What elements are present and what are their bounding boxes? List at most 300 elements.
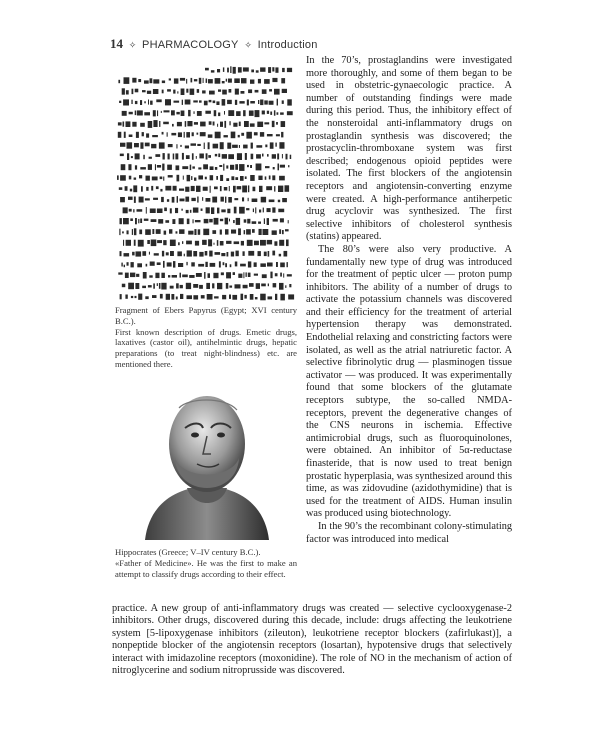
papyrus-glyph <box>211 70 215 72</box>
papyrus-glyph <box>227 252 229 257</box>
papyrus-glyph <box>238 67 242 72</box>
papyrus-glyph <box>220 142 224 149</box>
papyrus-glyph <box>205 111 211 114</box>
papyrus-glyph <box>270 272 272 279</box>
papyrus-glyph <box>186 262 187 265</box>
papyrus-glyph <box>168 175 173 177</box>
papyrus-glyph <box>223 262 225 265</box>
papyrus-glyph <box>218 113 220 117</box>
papyrus-glyph <box>264 122 269 124</box>
papyrus-glyph <box>264 79 270 84</box>
papyrus-glyph <box>141 186 143 192</box>
papyrus-glyph <box>157 110 158 116</box>
papyrus-glyph <box>140 100 142 105</box>
papyrus-glyph <box>129 135 133 138</box>
papyrus-glyph <box>227 143 231 149</box>
papyrus-glyph <box>250 175 255 181</box>
papyrus-glyph <box>153 198 158 200</box>
papyrus-glyph <box>222 81 225 83</box>
papyrus-glyph <box>209 100 212 102</box>
papyrus-glyph <box>208 142 210 149</box>
papyrus-glyph <box>242 197 244 201</box>
papyrus-glyph <box>226 241 231 244</box>
papyrus-glyph <box>275 273 278 276</box>
papyrus-glyph <box>142 251 146 256</box>
papyrus-glyph <box>274 186 275 192</box>
papyrus-glyph <box>181 89 185 96</box>
papyrus-glyph <box>117 175 119 180</box>
papyrus-glyph <box>277 112 279 115</box>
separator-icon: ✧ <box>244 40 252 50</box>
papyrus-glyph <box>163 153 165 159</box>
papyrus-glyph <box>140 142 143 148</box>
papyrus-glyph <box>254 274 258 276</box>
papyrus-glyph <box>177 175 180 182</box>
papyrus-glyph <box>205 251 208 256</box>
papyrus-glyph <box>279 283 284 290</box>
papyrus-glyph <box>220 186 222 191</box>
papyrus-glyph <box>221 197 224 202</box>
papyrus-glyph <box>238 135 240 138</box>
papyrus-glyph <box>209 219 213 223</box>
papyrus-glyph <box>265 166 270 168</box>
papyrus-glyph <box>146 176 150 181</box>
papyrus-glyph <box>282 100 284 104</box>
papyrus-glyph <box>208 239 212 246</box>
papyrus-glyph <box>220 230 222 235</box>
page-number: 14 <box>110 36 123 51</box>
papyrus-glyph <box>162 81 165 84</box>
papyrus-glyph <box>254 241 259 246</box>
papyrus-glyph <box>185 100 191 105</box>
papyrus-glyph <box>168 154 170 160</box>
papyrus-glyph <box>188 231 193 235</box>
papyrus-glyph <box>241 133 244 136</box>
papyrus-glyph <box>144 80 149 83</box>
papyrus-glyph <box>199 154 204 159</box>
ebers-papyrus-image <box>115 57 298 303</box>
papyrus-glyph <box>123 99 129 105</box>
papyrus-glyph <box>279 240 284 246</box>
papyrus-glyph <box>230 66 231 73</box>
papyrus-glyph <box>118 122 122 125</box>
papyrus-glyph <box>224 187 228 191</box>
papyrus-glyph <box>270 112 272 115</box>
papyrus-glyph <box>161 283 166 290</box>
papyrus-glyph <box>167 199 169 202</box>
papyrus-glyph <box>193 295 198 299</box>
papyrus-glyph <box>192 153 194 160</box>
papyrus-glyph <box>213 144 219 149</box>
hippocrates-caption <box>115 547 297 579</box>
papyrus-glyph <box>237 186 242 189</box>
papyrus-glyph <box>197 89 199 93</box>
papyrus-glyph <box>264 218 265 224</box>
papyrus-glyph <box>164 110 170 112</box>
papyrus-glyph <box>224 135 228 137</box>
papyrus-glyph <box>233 272 235 275</box>
papyrus-glyph <box>127 262 129 266</box>
papyrus-glyph <box>185 197 189 202</box>
papyrus-glyph <box>221 209 225 212</box>
papyrus-glyph <box>204 101 208 106</box>
papyrus-glyph <box>274 110 276 115</box>
papyrus-glyph <box>153 283 155 288</box>
papyrus-glyph <box>253 187 256 192</box>
papyrus-glyph <box>124 265 125 268</box>
papyrus-glyph <box>161 111 162 113</box>
papyrus-glyph <box>238 274 242 278</box>
papyrus-glyph <box>174 78 179 83</box>
paragraph-90s-continued: practice. A new group of anti-inflammatory drugs was created — selective cyclooxygenase-2 inhibitors. Other drugs, discovered during this decade, include: drugs affecting the leukotriene system [5-lipoxygenase inhibitors (zileuton), leukotriene receptor blockers (zafirlukast)], a nonpeptide blocker of the angiotensin receptors (losartan), hypotensive drugs that selectively interact with imidazoline receptors (moxonidine). The role of NO in the mechanism of action of nitroglycerine and sodium nitroprusside was discovered. <box>112 603 512 677</box>
papyrus-glyph <box>179 218 184 224</box>
papyrus-glyph <box>279 176 285 181</box>
papyrus-glyph <box>267 263 273 267</box>
papyrus-glyph <box>132 89 134 94</box>
papyrus-glyph <box>139 230 142 235</box>
papyrus-glyph <box>261 284 266 287</box>
papyrus-glyph <box>144 101 146 103</box>
papyrus-glyph <box>171 110 175 115</box>
papyrus-glyph <box>147 91 151 94</box>
papyrus-glyph <box>236 251 239 257</box>
papyrus-glyph <box>267 218 269 225</box>
papyrus-glyph <box>159 142 165 148</box>
papyrus-glyph <box>280 112 284 114</box>
hippocrates-caption-body: «Father of Medicine». He was the first to make an attempt to classify drugs according to their effect. <box>115 557 297 579</box>
papyrus-glyph <box>248 261 251 267</box>
papyrus-glyph <box>248 198 249 201</box>
papyrus-glyph <box>268 67 271 73</box>
papyrus-glyph <box>152 177 158 181</box>
papyrus-glyph <box>220 241 224 246</box>
papyrus-glyph <box>208 79 213 83</box>
papyrus-glyph <box>246 132 252 139</box>
papyrus-glyph <box>128 283 134 290</box>
papyrus-glyph <box>135 296 137 298</box>
papyrus-glyph <box>205 68 209 71</box>
papyrus-glyph <box>276 262 278 267</box>
papyrus-glyph <box>171 294 174 300</box>
papyrus-glyph <box>243 67 249 71</box>
papyrus-glyph <box>160 294 163 299</box>
papyrus-glyph <box>165 186 171 191</box>
papyrus-glyph <box>189 275 194 278</box>
papyrus-glyph <box>150 78 153 83</box>
papyrus-glyph <box>265 176 267 179</box>
papyrus-glyph <box>125 186 128 191</box>
papyrus-glyph <box>224 111 225 115</box>
papyrus-glyph <box>272 67 274 71</box>
papyrus-glyph <box>212 197 217 203</box>
papyrus-glyph <box>257 122 263 127</box>
papyrus-glyph <box>168 275 170 277</box>
papyrus-glyph <box>260 240 266 246</box>
papyrus-glyph <box>140 123 145 127</box>
papyrus-glyph <box>256 145 262 148</box>
papyrus-glyph <box>178 263 183 267</box>
papyrus-glyph <box>182 241 183 244</box>
papyrus-glyph <box>248 273 251 277</box>
papyrus-glyph <box>126 90 129 94</box>
papyrus-glyph <box>248 185 249 192</box>
papyrus-glyph <box>210 186 211 193</box>
papyrus-glyph <box>280 263 285 268</box>
papyrus-glyph <box>201 209 203 211</box>
papyrus-glyph <box>140 167 146 169</box>
papyrus-glyph <box>285 285 286 288</box>
papyrus-glyph <box>243 110 246 116</box>
papyrus-glyph <box>182 275 188 278</box>
papyrus-glyph <box>155 273 159 278</box>
papyrus-glyph <box>119 101 121 103</box>
papyrus-glyph <box>223 164 224 171</box>
papyrus-glyph <box>234 241 240 244</box>
papyrus-glyph <box>186 241 192 245</box>
papyrus-glyph <box>254 262 257 267</box>
papyrus-glyph <box>274 89 280 95</box>
papyrus-glyph <box>139 175 142 178</box>
papyrus-glyph <box>264 252 267 257</box>
papyrus-glyph <box>256 164 262 171</box>
papyrus-glyph <box>214 110 217 116</box>
papyrus-glyph <box>260 67 265 71</box>
papyrus-glyph <box>243 272 244 278</box>
papyrus-glyph <box>243 285 248 289</box>
papyrus-glyph <box>199 252 203 257</box>
papyrus-glyph <box>130 189 132 192</box>
papyrus-glyph <box>181 209 182 211</box>
papyrus-glyph <box>139 197 144 203</box>
papyrus-glyph <box>176 283 179 288</box>
papyrus-glyph <box>282 198 287 202</box>
papyrus-glyph <box>180 145 181 147</box>
papyrus-glyph <box>235 177 238 180</box>
papyrus-glyph <box>160 189 162 192</box>
papyrus-glyph <box>198 264 204 267</box>
papyrus-glyph <box>154 253 159 255</box>
papyrus-glyph <box>226 283 229 289</box>
papyrus-glyph <box>227 209 230 214</box>
papyrus-glyph <box>285 185 290 192</box>
papyrus-glyph <box>137 209 143 212</box>
papyrus-glyph <box>153 79 159 83</box>
papyrus-glyph <box>167 89 171 91</box>
papyrus-glyph <box>134 240 136 246</box>
papyrus-glyph <box>184 254 185 257</box>
papyrus-glyph <box>228 110 234 116</box>
papyrus-glyph <box>144 219 149 221</box>
papyrus-glyph <box>157 240 162 243</box>
papyrus-glyph <box>218 154 220 158</box>
papyrus-glyph <box>132 122 136 127</box>
papyrus-glyph <box>225 229 229 234</box>
papyrus-glyph <box>237 153 242 160</box>
papyrus-glyph <box>165 99 171 105</box>
papyrus-glyph <box>127 230 129 234</box>
papyrus-glyph <box>120 154 124 157</box>
papyrus-glyph <box>204 143 205 149</box>
papyrus-glyph <box>151 240 157 247</box>
papyrus-glyph <box>200 122 206 127</box>
papyrus-glyph <box>118 80 120 83</box>
papyrus-glyph <box>175 208 178 213</box>
papyrus-glyph <box>255 207 256 213</box>
papyrus-glyph <box>213 122 215 126</box>
papyrus-glyph <box>251 154 254 160</box>
papyrus-glyph <box>169 78 171 80</box>
papyrus-glyph <box>145 198 150 200</box>
papyrus-glyph <box>229 186 230 191</box>
chapter-title: Introduction <box>257 39 318 51</box>
papyrus-glyph <box>185 187 189 192</box>
papyrus-glyph <box>275 143 276 147</box>
papyrus-glyph <box>288 165 289 167</box>
papyrus-glyph <box>152 295 157 298</box>
papyrus-glyph <box>262 274 267 278</box>
papyrus-glyph <box>229 121 230 125</box>
papyrus-glyph <box>165 220 169 223</box>
papyrus-glyph <box>266 186 272 190</box>
papyrus-glyph <box>177 91 178 93</box>
papyrus-glyph <box>153 120 157 127</box>
papyrus-glyph <box>273 219 278 222</box>
papyrus-glyph <box>176 144 177 148</box>
papyrus-glyph <box>209 121 212 125</box>
papyrus-glyph <box>233 186 236 193</box>
papyrus-glyph <box>120 294 122 299</box>
papyrus-glyph <box>279 142 284 149</box>
papyrus-glyph <box>171 133 176 136</box>
papyrus-glyph <box>207 294 213 300</box>
papyrus-glyph <box>225 263 227 267</box>
papyrus-glyph <box>245 176 247 179</box>
papyrus-glyph <box>275 294 277 300</box>
papyrus-glyph <box>146 207 147 214</box>
papyrus-glyph <box>222 295 226 299</box>
papyrus-glyph <box>260 100 263 106</box>
papyrus-glyph <box>128 197 133 200</box>
papyrus-glyph <box>256 154 261 158</box>
papyrus-glyph <box>210 166 214 170</box>
papyrus-glyph <box>120 218 122 224</box>
papyrus-glyph <box>142 286 146 288</box>
papyrus-glyph <box>220 175 223 181</box>
papyrus-glyph <box>229 286 232 288</box>
papyrus-glyph <box>186 89 188 93</box>
papyrus-glyph <box>145 229 151 235</box>
papyrus-glyph <box>185 121 187 127</box>
papyrus-glyph <box>173 261 175 268</box>
papyrus-glyph <box>289 284 291 287</box>
papyrus-glyph <box>270 142 274 148</box>
papyrus-glyph <box>135 153 140 159</box>
papyrus-glyph <box>267 111 269 114</box>
papyrus-glyph <box>138 240 144 247</box>
papyrus-glyph <box>186 283 191 289</box>
papyrus-glyph <box>208 155 211 158</box>
papyrus-glyph <box>132 229 133 235</box>
book-title: PHARMACOLOGY <box>142 39 239 51</box>
papyrus-glyph <box>217 208 219 214</box>
papyrus-caption <box>115 305 297 370</box>
papyrus-glyph <box>249 283 254 287</box>
papyrus-glyph <box>196 186 201 192</box>
papyrus-glyph <box>238 228 241 235</box>
papyrus-glyph <box>221 253 225 256</box>
papyrus-glyph <box>193 100 198 102</box>
papyrus-glyph <box>206 79 208 83</box>
papyrus-glyph <box>133 209 134 212</box>
papyrus-glyph <box>226 178 229 181</box>
papyrus-glyph <box>208 273 211 278</box>
papyrus-glyph <box>138 219 139 223</box>
papyrus-glyph <box>227 100 232 104</box>
papyrus-glyph <box>267 154 269 157</box>
papyrus-glyph <box>213 273 218 278</box>
papyrus-glyph <box>229 89 232 93</box>
papyrus-glyph <box>259 229 262 235</box>
papyrus-glyph <box>123 218 129 224</box>
papyrus-glyph <box>281 78 285 83</box>
papyrus-glyph <box>256 283 260 289</box>
papyrus-glyph <box>269 89 272 91</box>
papyrus-glyph <box>283 273 284 277</box>
papyrus-glyph <box>119 187 123 190</box>
papyrus-glyph <box>145 143 150 147</box>
papyrus-glyph <box>163 240 166 245</box>
papyrus-glyph <box>255 90 259 93</box>
papyrus-glyph <box>220 219 223 221</box>
papyrus-glyph <box>136 132 139 138</box>
papyrus-glyph <box>203 187 208 191</box>
papyrus-glyph <box>226 272 231 278</box>
papyrus-glyph <box>190 210 192 213</box>
papyrus-glyph <box>159 283 161 289</box>
papyrus-glyph <box>232 295 237 300</box>
papyrus-glyph <box>122 284 126 288</box>
papyrus-glyph <box>170 251 174 256</box>
papyrus-glyph <box>214 296 219 298</box>
papyrus-glyph <box>127 142 133 148</box>
papyrus-glyph <box>146 264 148 267</box>
papyrus-glyph <box>248 251 254 256</box>
papyrus-glyph <box>235 100 237 105</box>
papyrus-glyph <box>268 296 273 299</box>
papyrus-glyph <box>166 252 169 255</box>
papyrus-glyph <box>211 207 214 214</box>
papyrus-glyph <box>188 110 191 116</box>
papyrus-glyph <box>239 101 244 104</box>
papyrus-glyph <box>197 133 199 135</box>
papyrus-glyph <box>290 155 292 159</box>
papyrus-glyph <box>267 208 271 212</box>
papyrus-glyph <box>140 219 142 224</box>
papyrus-glyph <box>222 154 227 159</box>
papyrus-glyph <box>262 89 267 94</box>
papyrus-glyph <box>120 251 122 256</box>
papyrus-glyph <box>286 240 289 247</box>
paragraph-80s: The 80’s were also very productive. A fundamentally new type of drug was introduced for the treatment of peptic ulcer — proton pump inhibitors. The ability of a number of drugs to activate the potassium channels was discovered and their efficiency for the treatment of arterial hypertension therapy was demonstrated. Endothelial relaxing and constricting factors were isolated, as well as the atrial natriuretic factor. A selective fibrinolytic drug — plasminogen tissue activator — was produced. It was experimentally found that some blockers of the glutamate receptors subtype, the so-called NMDA-receptors, prevent the degenerative changes of the CNS neurons in ischemia. Effective antimicrobial drugs, such as fluoroquinolones, were obtained. An inhibitor of 5α-reductase finasteride, that is now used to treat benign prostatic hyperplasia, was synthesized around this time, as was zidovudine (azidothymidine) that is used for the treatment of AIDS. Human insulin was produced using biotechnology. <box>306 243 512 520</box>
papyrus-glyph <box>245 153 247 160</box>
papyrus-glyph <box>161 273 165 278</box>
papyrus-glyph <box>134 178 137 180</box>
papyrus-glyph <box>213 101 216 104</box>
papyrus-glyph <box>151 186 153 191</box>
papyrus-glyph <box>241 294 244 300</box>
papyrus-glyph <box>130 273 135 278</box>
papyrus-glyph <box>193 208 199 213</box>
